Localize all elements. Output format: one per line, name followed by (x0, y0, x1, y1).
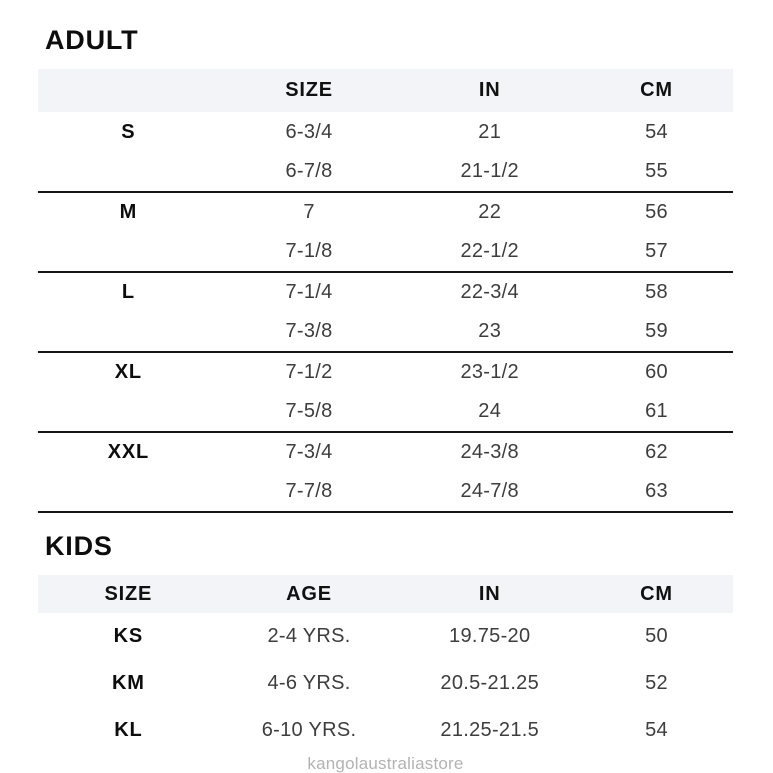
kids-section-title: KIDS (45, 531, 113, 561)
kids-header-row (38, 575, 733, 613)
table-row (38, 707, 733, 754)
size-value: 6-3/4 (285, 120, 333, 143)
cm-value: 60 (645, 361, 668, 383)
in-value: 21.25-21.5 (440, 719, 540, 741)
in-value: 20.5-21.25 (440, 672, 540, 694)
adult-col-header-blank (38, 69, 219, 112)
in-value: 22 (478, 201, 502, 223)
size-label: KM (111, 672, 145, 694)
in-value: 23 (399, 312, 580, 352)
adult-col-header-cm: CM (580, 69, 733, 112)
kids-col-header-size: SIZE (38, 575, 219, 613)
cm-value: 63 (580, 472, 733, 512)
size-value: 7-5/8 (219, 392, 400, 432)
cm-value: 59 (580, 312, 733, 352)
size-value: 7 (303, 201, 315, 223)
adult-col-header-size: SIZE (219, 69, 400, 112)
table-row (38, 312, 733, 352)
in-value: 24-3/8 (460, 441, 519, 463)
in-value: 22-3/4 (460, 281, 519, 303)
size-value: 7-1/8 (219, 232, 400, 272)
cm-value: 54 (645, 719, 668, 741)
table-row (38, 232, 733, 272)
size-label (38, 232, 219, 272)
in-value: 21-1/2 (399, 152, 580, 192)
size-label (38, 392, 219, 432)
in-value: 19.75-20 (449, 625, 531, 647)
cm-value: 57 (580, 232, 733, 272)
in-value: 24-7/8 (399, 472, 580, 512)
size-label: KS (113, 625, 144, 647)
in-value: 21 (478, 120, 502, 143)
size-value: 7-1/4 (285, 281, 333, 303)
table-row (38, 272, 733, 312)
size-value: 6-7/8 (219, 152, 400, 192)
table-row (38, 432, 733, 472)
age-value: 6-10 YRS. (261, 719, 357, 741)
cm-value: 52 (645, 672, 668, 694)
table-row (38, 112, 733, 152)
cm-value: 62 (645, 441, 668, 463)
cm-value: 61 (580, 392, 733, 432)
size-label: L (121, 281, 135, 303)
age-value: 2-4 YRS. (267, 625, 351, 647)
kids-col-header-age: AGE (219, 575, 400, 613)
kids-size-table (38, 575, 733, 754)
size-label: KL (114, 719, 143, 741)
size-label: M (119, 201, 138, 223)
size-label (38, 472, 219, 512)
adult-header-row (38, 69, 733, 112)
age-value: 4-6 YRS. (267, 672, 351, 694)
cm-value: 55 (580, 152, 733, 192)
size-label: XL (114, 361, 142, 383)
table-row (38, 472, 733, 512)
cm-value: 56 (645, 201, 668, 223)
size-value: 7-1/2 (285, 361, 333, 383)
size-value: 7-7/8 (219, 472, 400, 512)
in-value: 24 (399, 392, 580, 432)
adult-col-header-in: IN (399, 69, 580, 112)
size-label (38, 312, 219, 352)
table-row (38, 392, 733, 432)
cm-value: 54 (645, 120, 668, 143)
table-row (38, 613, 733, 660)
kids-col-header-in: IN (399, 575, 580, 613)
table-row (38, 660, 733, 707)
cm-value: 58 (645, 281, 668, 303)
size-value: 7-3/4 (285, 441, 333, 463)
size-chart-page (38, 24, 733, 773)
size-label (38, 152, 219, 192)
in-value: 22-1/2 (399, 232, 580, 272)
watermark: kangolaustraliastore (307, 754, 464, 773)
table-row (38, 192, 733, 232)
table-row (38, 152, 733, 192)
adult-size-table (38, 69, 733, 513)
size-label: S (121, 120, 136, 143)
cm-value: 50 (645, 625, 668, 647)
in-value: 23-1/2 (460, 361, 519, 383)
kids-col-header-cm: CM (580, 575, 733, 613)
size-value: 7-3/8 (219, 312, 400, 352)
adult-section-title: ADULT (45, 25, 139, 55)
table-row (38, 352, 733, 392)
size-label: XXL (107, 441, 149, 463)
